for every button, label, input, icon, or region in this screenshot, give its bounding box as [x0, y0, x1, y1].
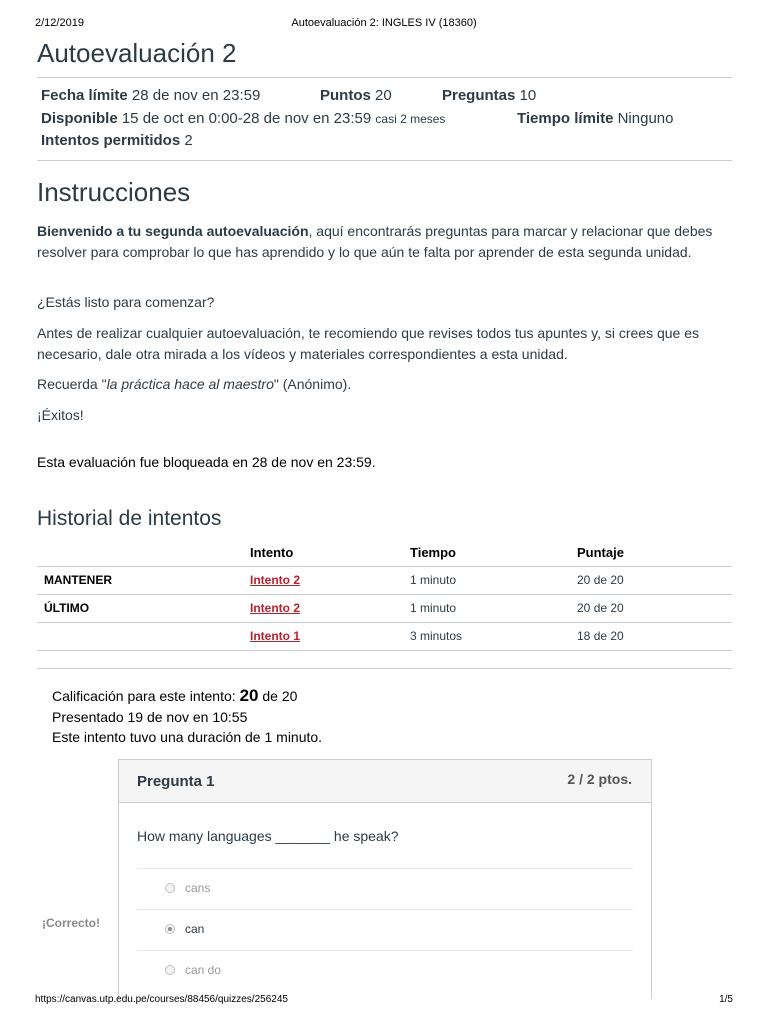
attempts-value: 2 — [184, 132, 193, 149]
instructions-paragraph-3: Antes de realizar cualquier autoevaluación, te recomiendo que revises todos tus apuntes y, si crees que es necesario, dale otra mirada a los vídeos y materiales correspondientes a esta unidad. — [37, 325, 700, 362]
print-date: 2/12/2019 — [35, 17, 84, 29]
table-row — [37, 622, 732, 650]
row-label: ÚLTIMO — [37, 594, 250, 622]
attempt-history-table — [37, 540, 732, 651]
attempt-link[interactable]: Intento 1 — [250, 629, 300, 643]
duration-line: Este intento tuvo una duración de 1 minuto. — [52, 729, 323, 745]
submitted-line: Presentado 19 de nov en 10:55 — [52, 708, 248, 725]
instructions-paragraph-1 — [37, 221, 727, 262]
score-cell — [577, 622, 732, 650]
question-header — [119, 760, 651, 803]
table-row — [37, 566, 732, 594]
score-cell — [577, 594, 732, 622]
score-value: 20 — [577, 601, 591, 615]
correct-answer-flag: ¡Correcto! — [34, 910, 116, 938]
points-value: 20 — [375, 87, 392, 104]
due-label: Fecha límite — [41, 87, 128, 104]
divider — [37, 668, 732, 669]
score-cell — [577, 566, 732, 594]
available-value: 15 de oct en 0:00-28 de nov en 23:59 — [121, 110, 372, 127]
quiz-title: Autoevaluación 2 — [37, 38, 237, 68]
time-cell: 1 minuto — [410, 594, 577, 622]
radio-button[interactable] — [165, 965, 175, 975]
column-header-score: Puntaje — [577, 540, 732, 566]
available-label: Disponible — [41, 110, 118, 127]
time-cell: 1 minuto — [410, 566, 577, 594]
answer-option[interactable] — [137, 950, 633, 991]
question-points: 2 / 2 ptos. — [567, 771, 632, 787]
questions-label: Preguntas — [442, 87, 516, 104]
table-row — [37, 594, 732, 622]
welcome-text: , aquí encontrarás preguntas para marcar y relacionar que debes resolver para comprobar lo que has aprendido y lo que aún te falta por aprender de esta segunda unidad. — [37, 223, 713, 260]
quote-italic: la práctica hace al maestro — [106, 376, 274, 392]
answer-label: cans — [185, 881, 211, 895]
points-detail — [320, 87, 392, 104]
quiz-details-row-1 — [41, 87, 260, 104]
time-limit-label: Tiempo límite — [517, 110, 614, 127]
divider — [37, 160, 732, 161]
column-header-attempt: Intento — [250, 540, 410, 566]
score-total: de 20 — [593, 573, 624, 587]
questions-value: 10 — [519, 87, 537, 104]
quote-post: " (Anónimo). — [273, 376, 352, 392]
question-card — [118, 759, 652, 999]
question-name: Pregunta 1 — [137, 773, 215, 790]
column-header-time: Tiempo — [410, 540, 577, 566]
instructions-paragraph-4 — [37, 374, 727, 395]
time-limit-detail — [517, 110, 673, 127]
attempt-cell — [250, 594, 410, 622]
answer-label: can — [185, 922, 205, 936]
question-text: How many languages _______ he speak? — [137, 828, 399, 844]
attempt-link[interactable]: Intento 2 — [250, 573, 300, 587]
time-cell: 3 minutos — [410, 622, 577, 650]
attempts-detail — [41, 132, 193, 149]
score-value: 18 — [577, 629, 591, 643]
answer-label: can do — [185, 963, 222, 977]
grade-total: de 20 — [262, 688, 298, 704]
row-label — [37, 622, 250, 650]
answer-option-selected[interactable] — [137, 909, 633, 950]
welcome-bold: Bienvenido a tu segunda autoevaluación — [37, 223, 309, 239]
available-detail — [41, 110, 445, 127]
radio-button-checked[interactable] — [165, 924, 175, 934]
due-value: 28 de nov en 23:59 — [131, 87, 261, 104]
grade-value: 20 — [239, 686, 259, 705]
grade-line — [52, 686, 322, 707]
print-header — [0, 17, 768, 31]
attempt-cell — [250, 622, 410, 650]
points-label: Puntos — [320, 87, 371, 104]
score-total: de 20 — [593, 601, 624, 615]
questions-detail — [442, 87, 536, 104]
instructions-title: Instrucciones — [37, 177, 191, 207]
page-number: 1/5 — [719, 994, 733, 1005]
locked-notice: Esta evaluación fue bloqueada en 28 de nov en 23:59. — [37, 454, 376, 470]
instructions-paragraph-2: ¿Estás listo para comenzar? — [37, 294, 215, 310]
print-url: https://canvas.utp.edu.pe/courses/88456/quizzes/256245 — [35, 994, 288, 1005]
score-value: 20 — [577, 573, 591, 587]
column-header — [37, 540, 250, 566]
divider — [37, 77, 732, 78]
instructions-paragraph-5: ¡Éxitos! — [37, 407, 84, 423]
available-note: casi 2 meses — [375, 112, 446, 126]
attempt-result — [52, 686, 322, 748]
time-limit-value: Ninguno — [617, 110, 674, 127]
answer-option[interactable] — [137, 868, 633, 909]
print-title: Autoevaluación 2: INGLES IV (18360) — [291, 17, 477, 29]
quote-pre: Recuerda " — [37, 376, 107, 392]
row-label: MANTENER — [37, 566, 250, 594]
history-title: Historial de intentos — [37, 507, 222, 530]
table-header-row — [37, 540, 732, 566]
score-total: de 20 — [593, 629, 624, 643]
grade-label: Calificación para este intento: — [52, 688, 236, 704]
radio-button[interactable] — [165, 883, 175, 893]
attempt-cell — [250, 566, 410, 594]
attempts-label: Intentos permitidos — [41, 132, 181, 149]
attempt-link[interactable]: Intento 2 — [250, 601, 300, 615]
